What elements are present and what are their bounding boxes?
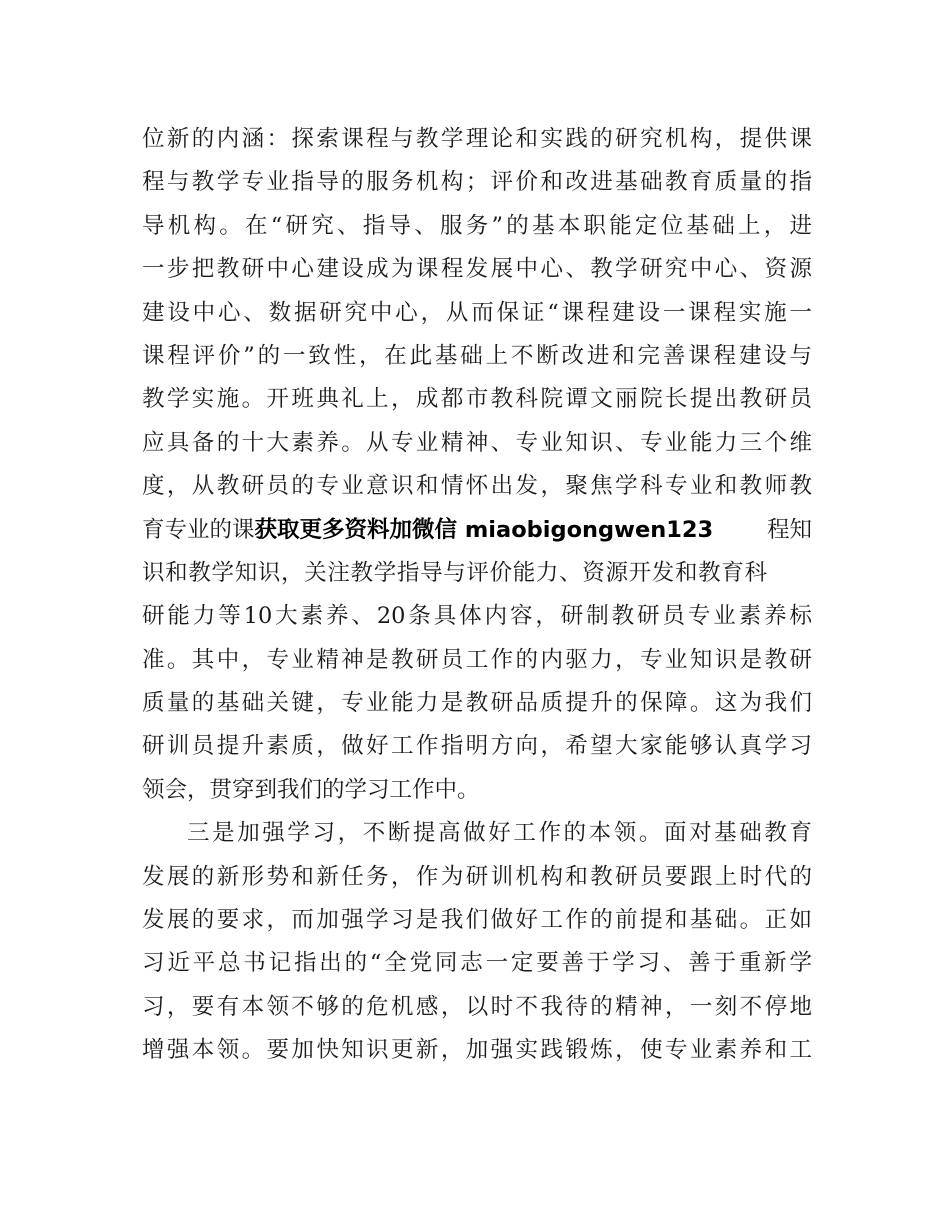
text-line: 增强本领。要加快知识更新，加强实践锻炼，使专业素养和工 — [142, 1037, 812, 1064]
paragraph-2 — [142, 812, 812, 1072]
text-line: 发展的新形势和新任务，作为研训机构和教研员要跟上时代的 — [142, 863, 812, 890]
body-text — [142, 118, 812, 1073]
paragraph-1 — [142, 118, 812, 812]
text-line: 教学实施。开班典礼上，成都市教科院谭文丽院长提出教研员 — [142, 386, 812, 413]
text-line: 识和教学知识，关注教学指导与评价能力、资源开发和教育科 — [142, 559, 767, 586]
text-line-last: 领会，贯穿到我们的学习工作中。 — [142, 776, 480, 803]
text-line: 应具备的十大素养。从专业精神、专业知识、专业能力三个维 — [142, 429, 812, 456]
text-line: 度，从教研员的专业意识和情怀出发，聚焦学科专业和教师教 — [142, 473, 812, 500]
text-line: 研能力等10大素养、20条具体内容，研制教研员专业素养标 — [142, 603, 812, 630]
promo-watermark-text: 获取更多资料加微信 miaobigongwen123 — [254, 516, 714, 543]
text-line: 一步把教研中心建设成为课程发展中心、教学研究中心、资源 — [142, 256, 812, 283]
text-line: 习，要有本领不够的危机感，以时不我待的精神，一刻不停地 — [142, 993, 812, 1020]
text-line: 课程评价”的一致性，在此基础上不断改进和完善课程建设与 — [142, 342, 812, 369]
text-fragment: 程知 — [766, 516, 812, 543]
text-line: 位新的内涵：探索课程与教学理论和实践的研究机构，提供课 — [142, 126, 812, 152]
text-line: 程与教学专业指导的服务机构；评价和改进基础教育质量的指 — [142, 169, 812, 196]
text-fragment: 育专业的课 — [142, 516, 255, 543]
text-line: 导机构。在“研究、指导、服务”的基本职能定位基础上，进 — [142, 212, 812, 239]
text-line: 准。其中，专业精神是教研员工作的内驱力，专业知识是教研 — [142, 646, 812, 673]
text-line-with-promo — [142, 509, 812, 552]
text-line: 习近平总书记指出的“全党同志一定要善于学习、善于重新学 — [142, 950, 812, 977]
text-line: 研训员提升素质，做好工作指明方向，希望大家能够认真学习 — [142, 733, 812, 760]
text-line-indented: 三是加强学习，不断提高做好工作的本领。面对基础教育 — [187, 820, 812, 847]
text-line: 质量的基础关键，专业能力是教研品质提升的保障。这为我们 — [142, 690, 812, 717]
text-line: 建设中心、数据研究中心，从而保证“课程建设一课程实施一 — [142, 299, 812, 326]
text-line: 发展的要求，而加强学习是我们做好工作的前提和基础。正如 — [142, 907, 812, 934]
